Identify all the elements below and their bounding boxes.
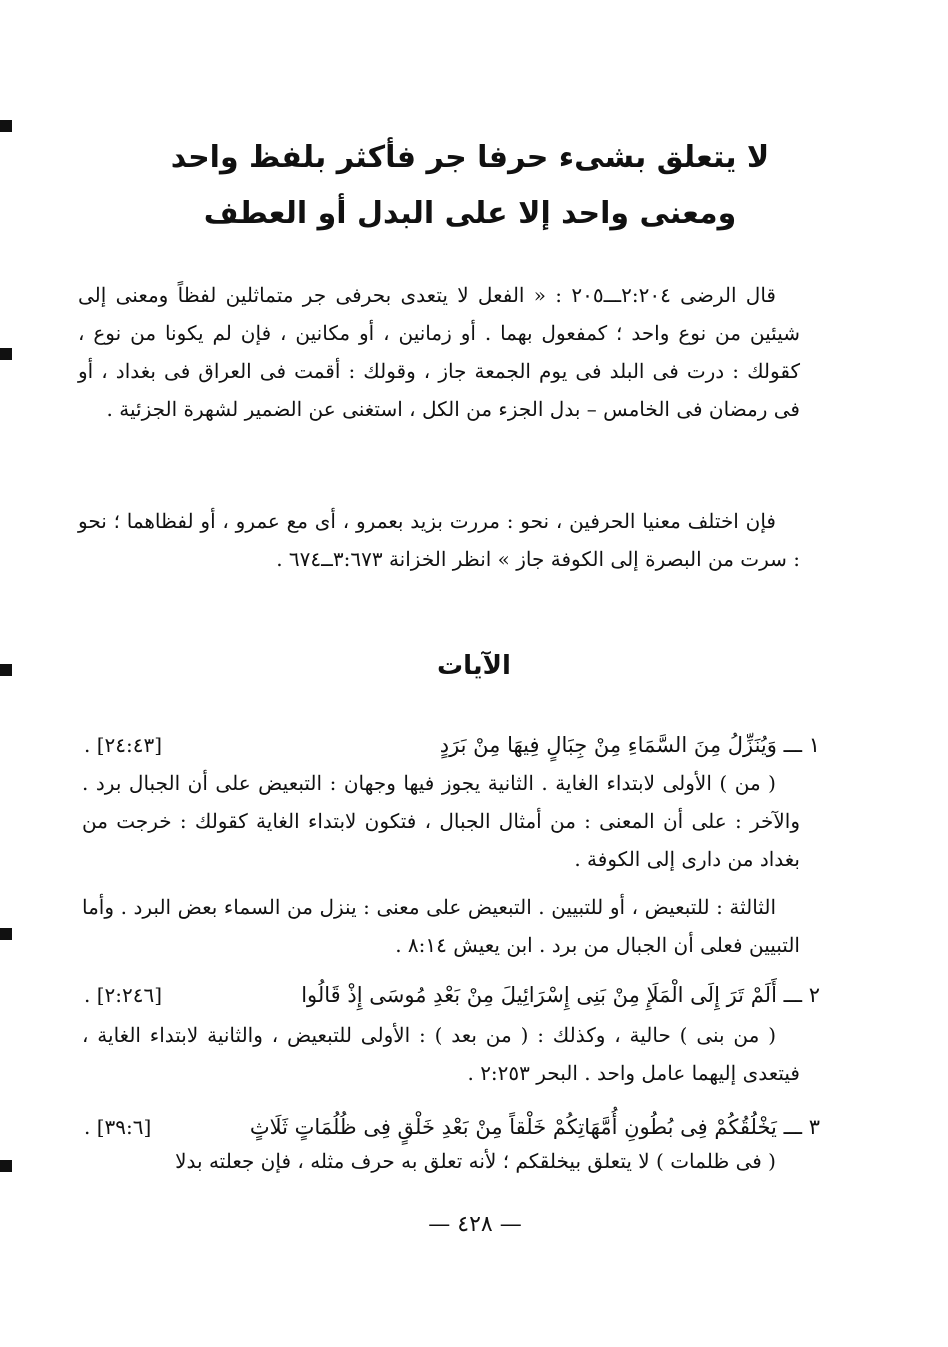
chapter-heading-line-2: ومعنى واحد إلا على البدل أو العطف [203, 196, 737, 231]
page-number: — ٤٢٨ — [428, 1212, 522, 1237]
verse-1-note-1: ( من ) الأولى لابتداء الغاية . الثانية يجوز فيها وجهان : التبعيض على أن الجبال برد . والآخر : على أن المعنى : من أمثال الجبال ، فتكون لابتداء الغاية كقولك : خرجت من بغداد من دارى إلى الكوفة . [82, 771, 800, 871]
verse-3-text: ٣ ـــ يَخْلُقُكُمْ فِى بُطُونِ أُمَّهَاتِكُمْ خَلْقاً مِنْ بَعْدِ خَلْقٍ فِى ظُلُمَاتٍ ثَلَاثٍ [249, 1115, 820, 1139]
verse-3-reference: [٣٩:٦] . [84, 1115, 152, 1139]
verse-1-reference: [٢٤:٤٣] . [84, 733, 163, 757]
verse-2-reference: [٢:٢٤٦] . [84, 983, 163, 1007]
verse-1-text: ١ ـــ وَيُنَزِّلُ مِنَ السَّمَاءِ مِنْ جِبَالٍ فِيهَا مِنْ بَرَدٍ [439, 733, 820, 757]
scan-edge-mark [0, 348, 12, 360]
verse-1-note-2: الثالثة : للتبعيض ، أو للتبيين . التبعيض على معنى : ينزل من السماء بعض البرد . وأما التبيين فعلى أن الجبال من برد . ابن يعيش ٨:١٤ . [82, 895, 800, 957]
scan-edge-mark [0, 120, 12, 132]
chapter-heading-line-1: لا يتعلق بشىء حرفا جر فأكثر بلفظ واحد [170, 140, 770, 175]
verse-2-text: ٢ ـــ أَلَمْ تَرَ إِلَى الْمَلَإِ مِنْ بَنِى إِسْرَائِيلَ مِنْ بَعْدِ مُوسَى إِذْ قَالُوا [301, 983, 820, 1007]
scan-edge-mark [0, 1160, 12, 1172]
intro-paragraph-2: فإن اختلف معنيا الحرفين ، نحو : مررت بزيد بعمرو ، أى مع عمرو ، أو لفظاهما ؛ نحو : سرت من البصرة إلى الكوفة جاز » انظر الخزانة ٣:٦٧٣ــ٦٧٤ . [78, 509, 800, 571]
verse-2-note: ( من بنى ) حالية ، وكذلك : ( من بعد ) : الأولى للتبعيض ، والثانية لابتداء الغاية ، فيتعدى إليهما عامل واحد . البحر ٢:٢٥٣ . [82, 1023, 800, 1085]
section-title-verses: الآيات [437, 651, 511, 681]
intro-paragraph-1: قال الرضى ٢:٢٠٤ـــ٢٠٥ : « الفعل لا يتعدى بحرفى جر متماثلين لفظاً ومعنى إلى شيئين من نوع واحد ؛ كمفعول بهما . أو زمانين ، أو مكانين ، فإن لم يكونا من نوع ، كقولك : درت فى البلد فى يوم الجمعة جاز ، وقولك : أقمت فى العراق فى بغداد ، أو فى رمضان فى الخامس – بدل الجزء من الكل ، استغنى عن الضمير لشهرة الجزئية . [78, 283, 800, 421]
verse-3-note: ( فى ظلمات ) لا يتعلق بيخلقكم ؛ لأنه تعلق به حرف مثله ، فإن جعلته بدلا [175, 1149, 776, 1173]
scan-edge-mark [0, 664, 12, 676]
scan-edge-mark [0, 928, 12, 940]
